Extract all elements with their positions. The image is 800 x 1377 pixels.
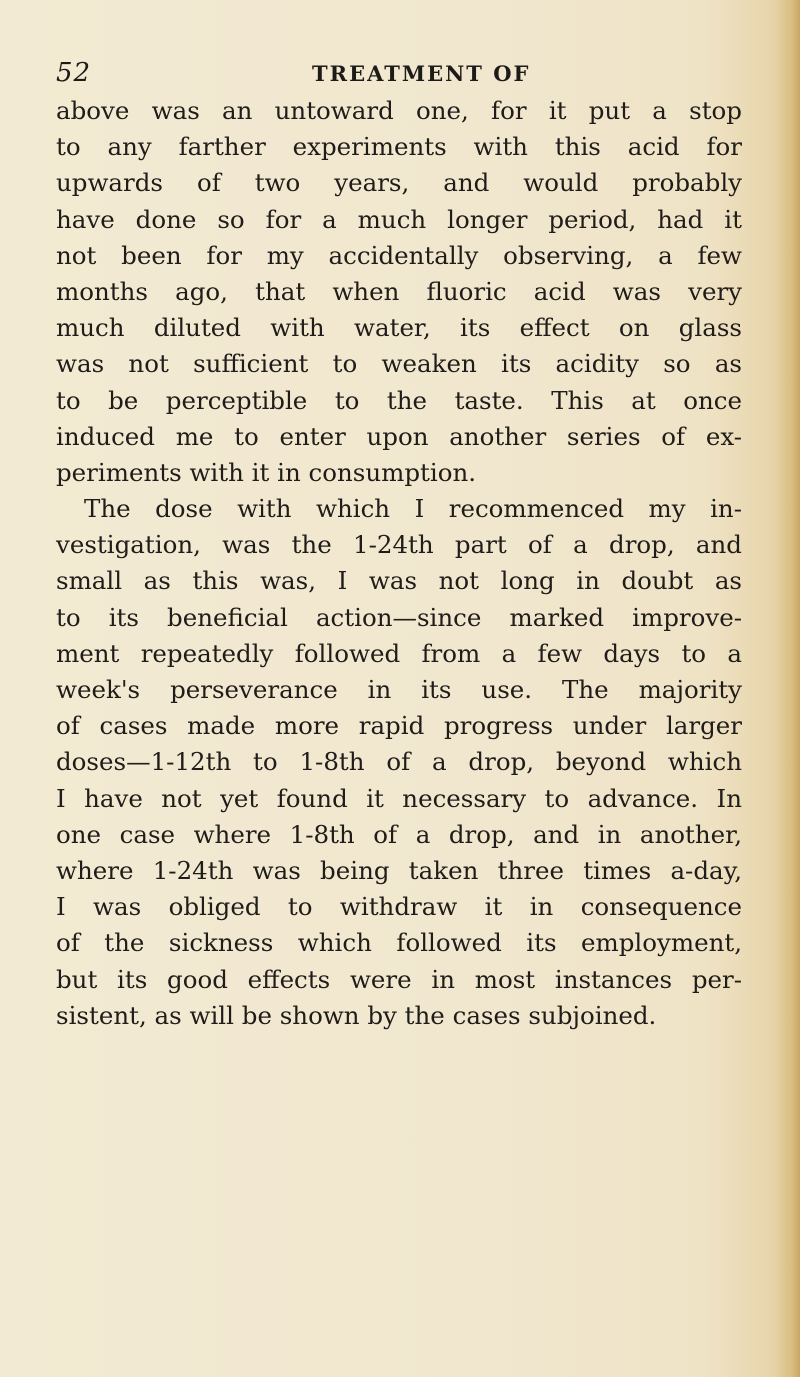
text-line: was not sufficient to weaken its acidity so as [56,349,742,379]
text-line: ment repeatedly followed from a few days to a [56,638,742,668]
body-text [56,93,742,1034]
text-line: one case where 1-8th of a drop, and in another, [56,819,742,849]
text-line: vestigation, was the 1-24th part of a drop, and [56,530,742,560]
text-line: The dose with which I recommenced my in- [84,494,742,524]
text-line: upwards of two years, and would probably [56,168,742,198]
text-line: to be perceptible to the taste. This at once [56,385,742,415]
text-line: doses—1-12th to 1-8th of a drop, beyond which [56,747,742,777]
page-header [56,58,756,98]
text-line: where 1-24th was being taken three times a-day, [56,855,742,885]
text-line: sistent, as will be shown by the cases subjoined. [56,1000,657,1030]
text-line: to any farther experiments with this acid for [56,132,742,162]
text-line: induced me to enter upon another series of ex- [56,421,742,451]
text-line: above was an untoward one, for it put a stop [56,96,742,125]
text-line: but its good effects were in most instances per- [56,964,742,994]
text-line: of cases made more rapid progress under larger [56,711,742,741]
text-line: months ago, that when fluoric acid was very [56,276,742,306]
text-line: small as this was, I was not long in doubt as [56,566,742,596]
text-line: I was obliged to withdraw it in consequence [56,892,742,922]
text-line: not been for my accidentally observing, a few [56,240,742,270]
page-number: 52 [56,58,92,88]
text-line: week's perseverance in its use. The majority [56,675,742,704]
text-line: to its beneficial action—since marked improve- [56,602,742,632]
text-line: have done so for a much longer period, had it [56,204,742,234]
running-head: TREATMENT OF [312,61,531,86]
page-edge-shading [778,0,800,1377]
text-line: of the sickness which followed its employment, [56,928,742,958]
text-line: periments with it in consumption. [56,457,477,487]
text-line: much diluted with water, its effect on glass [56,313,742,343]
text-line: I have not yet found it necessary to advance. In [56,783,742,813]
